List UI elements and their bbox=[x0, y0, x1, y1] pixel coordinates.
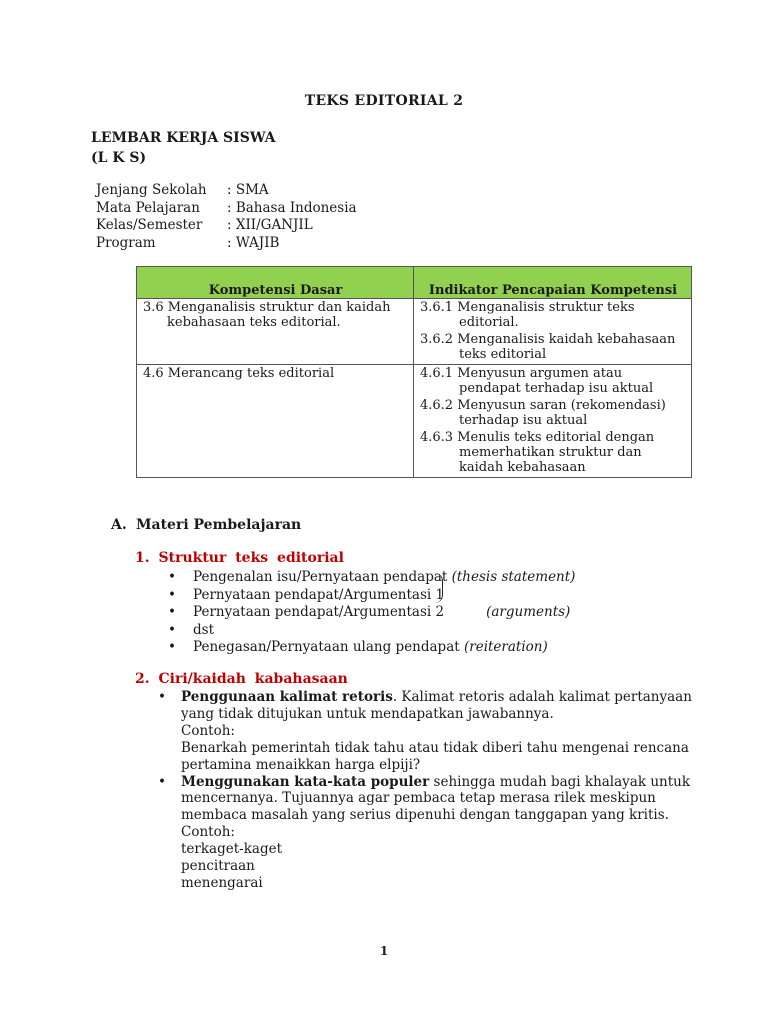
info-key: Mata Pelajaran bbox=[96, 199, 200, 216]
indikator-text: 3.6.1 Menganalisis struktur teks bbox=[420, 300, 635, 315]
indikator-text: 4.6.1 Menyusun argumen atau bbox=[420, 366, 623, 381]
kd-text: 4.6 Merancang teks editorial bbox=[143, 366, 335, 381]
list-item-text: Pengenalan isu/Pernyataan pendapat bbox=[193, 569, 452, 585]
ciri-list bbox=[158, 689, 701, 892]
bullet-icon: • bbox=[168, 586, 176, 603]
bullet-icon: • bbox=[158, 773, 166, 790]
contoh-example: menengarai bbox=[181, 874, 263, 891]
table-header-row bbox=[137, 267, 692, 299]
info-key: Jenjang Sekolah bbox=[96, 182, 207, 198]
list-item-italic: (arguments) bbox=[486, 604, 571, 621]
contoh-example: terkaget-kaget bbox=[181, 841, 282, 858]
ciri-text: . Kalimat retoris adalah kalimat pertanyaan yang tidak ditujukan untuk mendapatkan jawabannya. bbox=[181, 689, 692, 722]
indikator-text: 4.6.2 Menyusun saran (rekomendasi) bbox=[420, 398, 666, 413]
list-item bbox=[168, 621, 575, 640]
lks-abbrev: (L K S) bbox=[91, 150, 147, 166]
bullet-icon: • bbox=[168, 569, 176, 585]
list-item bbox=[168, 639, 575, 657]
competency-table bbox=[136, 266, 692, 478]
kd-cell bbox=[137, 365, 414, 478]
list-item-text: dst bbox=[193, 621, 214, 638]
info-key: Kelas/Semester bbox=[96, 217, 203, 233]
info-row bbox=[96, 217, 357, 235]
list-item bbox=[168, 569, 576, 587]
indikator-text-cont: terhadap isu aktual bbox=[459, 413, 588, 428]
info-value: : WAJIB bbox=[227, 234, 280, 251]
brace-icon bbox=[434, 573, 443, 603]
list-item-text: Penegasan/Pernyataan ulang pendapat bbox=[193, 639, 464, 656]
struktur-list bbox=[168, 569, 576, 657]
ciri-text: sehingga mudah bagi khalayak untuk mencernanya. Tujuannya agar pembaca tetap merasa rilek meskipun membaca masalah yang serius dipenuhi dengan tanggapan yang kritis. bbox=[181, 773, 691, 824]
indikator-cell bbox=[414, 299, 692, 365]
table-row bbox=[137, 365, 692, 478]
list-item bbox=[158, 773, 701, 892]
struktur-heading: 1. Struktur teks editorial bbox=[135, 550, 344, 566]
info-value: : Bahasa Indonesia bbox=[227, 199, 357, 216]
contoh-label: Contoh: bbox=[181, 824, 235, 841]
contoh-example: pencitraan bbox=[181, 858, 255, 875]
info-row bbox=[96, 182, 357, 200]
bullet-icon: • bbox=[168, 621, 176, 638]
header-indikator: Indikator Pencapaian Kompetensi bbox=[414, 267, 692, 299]
bullet-icon: • bbox=[158, 689, 166, 705]
indikator-cell bbox=[414, 365, 692, 478]
kd-text-cont: kebahasaan teks editorial. bbox=[167, 315, 341, 330]
list-item-text: Pernyataan pendapat/Argumentasi 1 bbox=[193, 586, 445, 603]
section-a-label: Materi Pembelajaran bbox=[136, 517, 302, 533]
table-row bbox=[137, 299, 692, 365]
contoh-example: Benarkah pemerintah tidak tahu atau tidak diberi tahu mengenai rencana pertamina menaikkan harga elpiji? bbox=[181, 739, 689, 773]
ciri-bold-term: Penggunaan kalimat retoris bbox=[181, 689, 393, 705]
indikator-text-cont: pendapat terhadap isu aktual bbox=[459, 381, 654, 396]
list-item-italic: (thesis statement) bbox=[451, 569, 576, 585]
list-item bbox=[168, 586, 575, 605]
list-item bbox=[168, 604, 575, 622]
info-block bbox=[96, 182, 357, 252]
kd-cell bbox=[137, 299, 414, 365]
list-item-italic: (reiteration) bbox=[463, 639, 548, 656]
indikator-text: 3.6.2 Menganalisis kaidah kebahasaan bbox=[420, 332, 676, 347]
ciri-bold-term: Menggunakan kata-kata populer bbox=[181, 773, 430, 790]
info-row bbox=[96, 235, 357, 253]
info-row bbox=[96, 200, 357, 218]
contoh-label: Contoh: bbox=[181, 722, 235, 739]
page-number: 1 bbox=[379, 944, 389, 958]
ciri-paragraph bbox=[181, 689, 701, 723]
list-item bbox=[158, 689, 701, 774]
bullet-icon: • bbox=[168, 639, 176, 656]
indikator-text-cont: kaidah kebahasaan bbox=[459, 460, 586, 475]
info-key: Program bbox=[96, 234, 156, 251]
list-item-text: Pernyataan pendapat/Argumentasi 2 bbox=[193, 604, 445, 621]
ciri-paragraph bbox=[181, 774, 701, 825]
indikator-text-cont: editorial. bbox=[459, 315, 519, 330]
page-title: TEKS EDITORIAL 2 bbox=[304, 93, 464, 109]
bullet-icon: • bbox=[168, 604, 176, 621]
section-a-number: A. bbox=[111, 517, 127, 533]
indikator-text: 4.6.3 Menulis teks editorial dengan bbox=[420, 430, 655, 445]
indikator-text-cont: teks editorial bbox=[459, 347, 547, 362]
ciri-heading: 2. Ciri/kaidah kabahasaan bbox=[135, 671, 348, 687]
info-value: : SMA bbox=[227, 182, 269, 198]
info-value: : XII/GANJIL bbox=[227, 217, 313, 233]
lks-heading: LEMBAR KERJA SISWA bbox=[91, 130, 276, 146]
section-a-heading bbox=[111, 517, 301, 533]
indikator-text-cont: memerhatikan struktur dan bbox=[459, 445, 642, 460]
header-kompetensi-dasar: Kompetensi Dasar bbox=[137, 267, 414, 299]
kd-text: 3.6 Menganalisis struktur dan kaidah bbox=[143, 300, 391, 315]
